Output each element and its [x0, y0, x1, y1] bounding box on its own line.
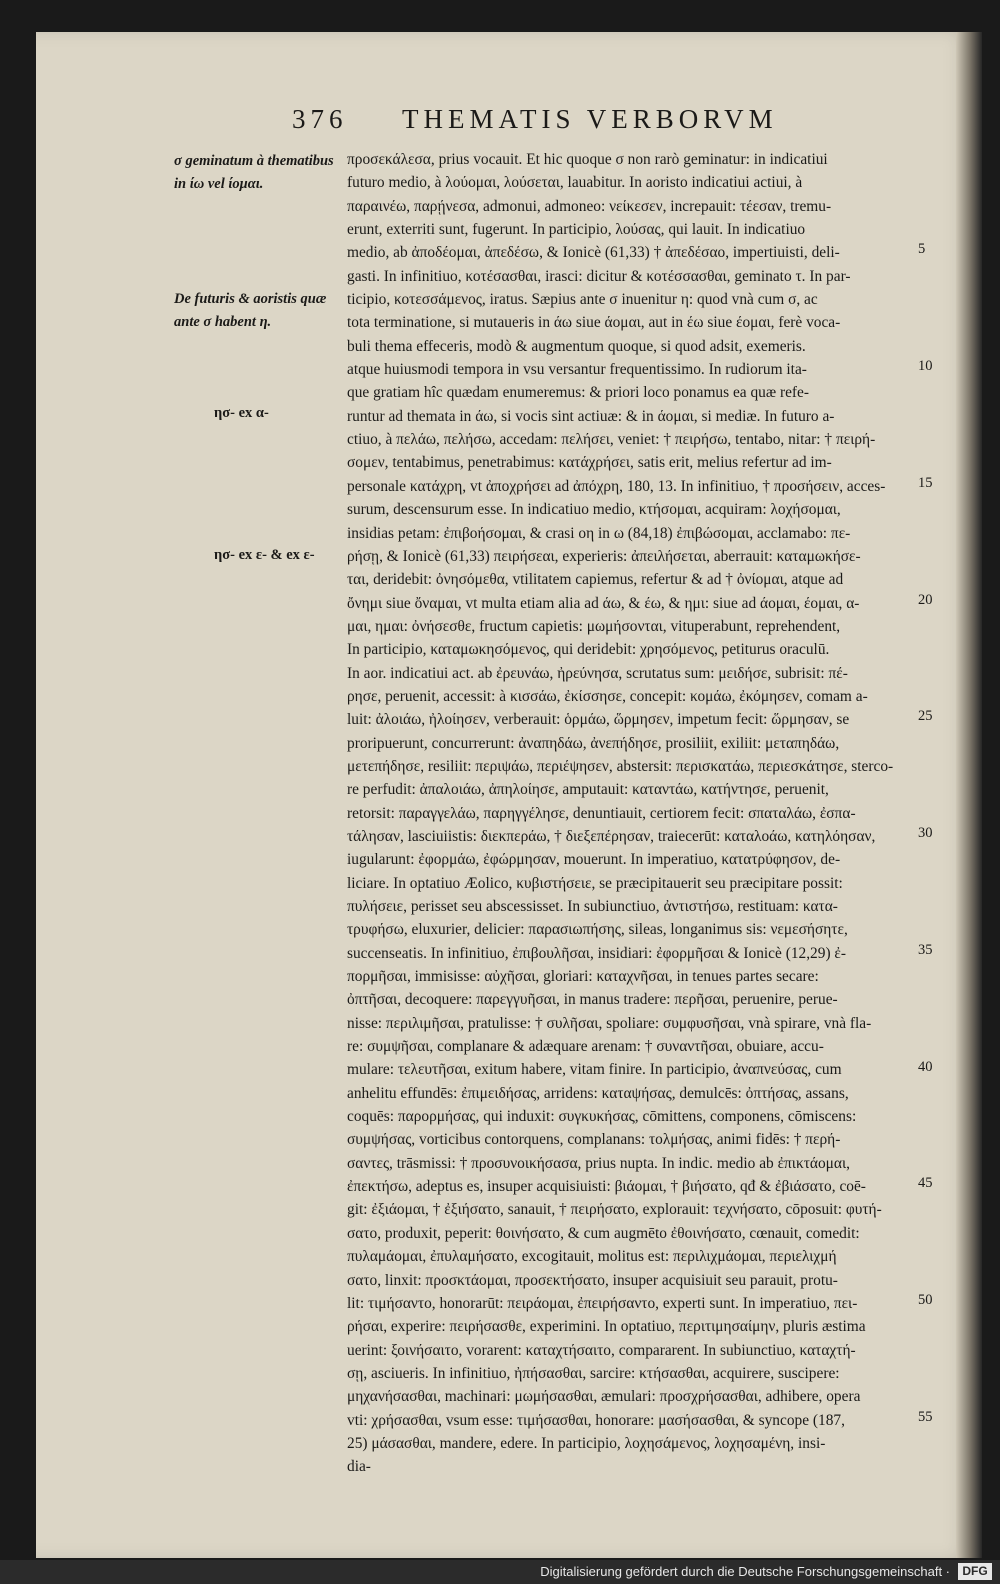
text-line: ticipio, κοτεσσάμενος, iratus. Sæpius ante σ inuenitur η: quod vnà cum σ, ac: [347, 291, 818, 309]
text-line: atque huiusmodi tempora in vsu versantur frequentissimo. In rudiorum ita-: [347, 361, 807, 379]
page-gutter-shadow: [956, 32, 982, 1558]
text-line: buli thema effeceris, modò & augmentum quoque, si quod adsit, exemeris.: [347, 337, 806, 355]
text-line: πορμῆσαι, immisisse: αὐχῆσαι, gloriari: καταχνῆσαι, in tenues partes secare:: [347, 968, 819, 986]
text-line: erunt, exterriti sunt, fugerunt. In participio, λούσας, qui lauit. In indicatiuo: [347, 221, 806, 239]
text-line: succenseatis. In infinitiuo, ἐπιβουλῆσαι, insidiari: ἐφορμῆσαι & Ionicè (12,29) ἐ-: [347, 944, 847, 962]
footer-bar: [0, 1560, 1000, 1584]
line-number: 55: [918, 1408, 933, 1425]
text-line: liciare. In optatiuo Æolico, κυβιστήσειε, se præcipitauerit seu præcipitare possit:: [347, 874, 843, 892]
margin-note: De futuris & aoristis quæ ante σ habent η.: [174, 291, 327, 330]
text-line: re perfudit: ἀπαλοιάω, ἀπηλοίησε, amputauit: καταντάω, κατήντησε, peruenit,: [347, 781, 829, 799]
page-header: [292, 104, 862, 144]
text-line: μαι, ημαι: ὀνήσεσθε, fructum capietis: μωμήσονται, vituperabunt, reprehendent,: [347, 617, 841, 635]
text-line: gasti. In infinitiuo, κοτέσασθαι, irasci: dicitur & κοτέσσασθαι, geminato τ. In par-: [347, 267, 851, 285]
text-line: re: συμψῆσαι, complanare & adæquare arenam: † συναντῆσαι, obuiare, accu-: [347, 1038, 824, 1056]
text-line: coquēs: παρορμήσας, qui induxit: συγκυκήσας, cōmittens, componens, cōmiscens:: [347, 1108, 857, 1126]
text-line: surum, descensurum esse. In indicatiuo medio, κτήσομαι, acquiram: λοχήσομαι,: [347, 501, 841, 519]
text-line: τρυφήσω, eluxurier, delicier: παρασιωπήσης, sileas, longanimus sis: νεμεσήσητε,: [347, 921, 848, 939]
text-line: σομεν, tentabimus, penetrabimus: κατάχρήσει, satis erit, melius refertur ad im-: [347, 454, 832, 472]
text-line: luit: ἀλοιάω, ἠλοίησεν, verberauit: ὁρμάω, ὥρμησεν, impetum fecit: ὥρμησαν, se: [347, 711, 850, 729]
text-line: anhelitu effundēs: ἐπιμειδήσας, arridens: καταψήσας, demulcēs: ὀπτήσας, assans,: [347, 1084, 849, 1102]
text-line: μετεπήδησε, resiliit: περιψάω, περιέψησεν, abstersit: περισκατάω, περιεσκάτησε, sterco-: [347, 757, 894, 775]
text-line: σατο, linxit: προσκτάομαι, προσεκτήσατο, insuper acquisiuit seu parauit, protu-: [347, 1271, 838, 1289]
text-line: ὀπτῆσαι, decoquere: παρεγγυῆσαι, in manus tradere: περῆσαι, peruenire, perue-: [347, 991, 838, 1009]
text-line: τάλησαν, lasciuiistis: διεκπεράω, † διεξεπέρησαν, traiecerūt: καταλοάω, κατηλόησαν,: [347, 827, 876, 845]
text-line: proripuerunt, concurrerunt: ἀναπηδάω, ἀνεπήδησε, prosiliit, exiliit: μεταπηδάω,: [347, 734, 840, 752]
margin-note: ησ- ex α-: [214, 405, 269, 421]
text-line: retorsit: παραγγελάω, παρηγγέλησε, denuntiauit, certiorem fecit: σπαταλάω, ἐσπα-: [347, 804, 856, 822]
text-line: mulare: τελευτῆσαι, exitum habere, vitam finire. In participio, ἀναπνεύσας, cum: [347, 1061, 842, 1079]
line-number: 5: [918, 241, 926, 258]
text-line: ρήσαι, experire: πειρήσασθε, experimini. In optatiuo, περιτιμησαίμην, pluris æstima: [347, 1318, 866, 1336]
text-line: ἐπεκτήσω, adeptus es, insuper acquisiuisti: βιάομαι, † βιήσατο, qđ & ἐβιάσατο, coē-: [347, 1178, 866, 1196]
text-line: σαντες, trāsmissi: † προσυνοικήσασα, prius nupta. In indic. medio ab ἐπικτάομαι,: [347, 1154, 850, 1172]
line-number: 35: [918, 941, 933, 958]
text-line: personale κατάχρη, vt ἀποχρήσει ad ἀπόχρη, 180, 13. In infinitiuo, † προσήσειν, acces-: [347, 477, 886, 495]
text-line: σατο, produxit, peperit: θοινήσατο, & cum augmēto ἐθοινήσατο, cœnauit, comedit:: [347, 1224, 860, 1242]
text-line: insidias petam: ἐπιβοήσομαι, & crasi οη in ω (84,18) ἐπιβώσομαι, acclamabo: πε-: [347, 524, 851, 542]
text-line: tota terminatione, si mutaueris in άω siue άομαι, aut in έω siue έομαι, ferè voca-: [347, 314, 841, 332]
text-line: que gratiam hîc quædam enumeremus: & priori loco ponamus ea quæ refe-: [347, 384, 810, 402]
text-line: σῃ, asciueris. In infinitiuo, ἠπήσασθαι, sarcire: κτήσασθαι, acquirere, suscipere:: [347, 1364, 840, 1382]
line-number: 50: [918, 1292, 933, 1309]
text-line: runtur ad themata in άω, si vocis sint actiuæ: & in άομαι, si mediæ. In futuro a-: [347, 407, 835, 425]
page-number: 376: [292, 104, 348, 134]
margin-note: ησ- ex ε- & ex ε-: [214, 547, 315, 563]
margin-note: σ geminatum à thematibus in ίω vel ίομαι.: [174, 153, 334, 192]
text-line: In aor. indicatiui act. ab ἐρευνάω, ἠρεύνησα, scrutatus sum: μειδήσε, subrisit: πέ-: [347, 664, 848, 682]
text-line: 25) μάσασθαι, mandere, edere. In participio, λοχησάμενος, λοχησαμένη, insi-: [347, 1434, 826, 1452]
text-line: uerint: ξοινήσαιτο, vorarent: καταχτήσαιτο, compararent. In subiunctiuo, καταχτή-: [347, 1341, 856, 1359]
text-line: git: ἐξιάομαι, † ἐξιήσατο, sanauit, † πειρήσατο, explorauit: τεχνήσατο, cōposuit: φυτή-: [347, 1201, 882, 1219]
text-line: iugularunt: ἐφορμάω, ἐφώρμησαν, mouerunt. In imperatiuo, κατατρύφησον, de-: [347, 851, 841, 869]
line-number: 10: [918, 358, 933, 375]
text-line: lit: τιμήσαντο, honorarūt: πειράομαι, ἐπειρήσαντο, experti sunt. In imperatiuo, πει-: [347, 1294, 858, 1312]
line-number: 30: [918, 825, 933, 842]
text-line: nisse: περιλιμῆσαι, pratulisse: † συλῆσαι, spoliare: συμφυσῆσαι, vnà spirare, vnà fla-: [347, 1014, 872, 1032]
line-number: 20: [918, 591, 933, 608]
text-line: ρήσῃ, & Ionicè (61,33) πειρήσεαι, experieris: ἀπειλήσεται, aberrauit: καταμωκήσε-: [347, 547, 861, 565]
main-text: [347, 148, 925, 1479]
text-line: ὄνημι siue ὄναμαι, vt multa etiam alia ad άω, & έω, & ημι: siue ad άομαι, έομαι, α-: [347, 594, 860, 612]
line-number: 25: [918, 708, 933, 725]
text-line: dia-: [347, 1458, 371, 1476]
running-title: THEMATIS VERBORVM: [402, 104, 778, 134]
line-number: 40: [918, 1058, 933, 1075]
text-line: ται, deridebit: ὀνησόμεθα, vtilitatem capiemus, refertur & ad † ὀνίομαι, atque ad: [347, 571, 844, 589]
dfg-logo: DFG: [958, 1563, 992, 1580]
footer-credit: Digitalisierung gefördert durch die Deutsche Forschungsgemeinschaft ·: [540, 1564, 950, 1579]
text-line: πυλαμάομαι, ἐπυλαμήσατο, excogitauit, molitus est: περιλιχμάομαι, περιελιχμή: [347, 1248, 837, 1266]
text-line: παραινέω, παρῄνεσα, admonui, admoneo: νείκεσεν, increpauit: τέεσαν, tremu-: [347, 197, 832, 215]
text-line: vti: χρήσασθαι, vsum esse: τιμήσασθαι, honorare: μασήσασθαι, & syncope (187,: [347, 1411, 845, 1429]
text-line: futuro medio, à λούομαι, λούσεται, lauabitur. In aoristo indicatiui actiui, à: [347, 174, 803, 192]
text-line: ρησε, peruenit, accessit: à κισσάω, ἐκίσσησε, concepit: κομάω, ἐκόμησεν, comam a-: [347, 687, 868, 705]
line-number: 45: [918, 1175, 933, 1192]
text-line: συμψήσας, vorticibus contorquens, complanans: τολμήσας, animi fidēs: † περή-: [347, 1131, 841, 1149]
text-line: In participio, καταμωκησόμενος, qui deridebit: χρησόμενος, petiturus oraculū.: [347, 641, 830, 659]
line-number: 15: [918, 474, 933, 491]
text-line: πυλήσειε, perisset seu abscessisset. In subiunctiuo, ἀντιστήσω, restituam: κατα-: [347, 898, 838, 915]
text-line: μηχανήσασθαι, machinari: μωμήσασθαι, æmulari: προσχρήσασθαι, adhibere, opera: [347, 1388, 861, 1406]
text-line: προσεκάλεσα, prius vocauit. Et hic quoque σ non rarò geminatur: in indicatiui: [347, 151, 828, 168]
text-line: ctiuo, à πελάω, πελήσω, accedam: πελήσει, veniet: † πειρήσω, tentabo, nitar: † πειρή-: [347, 431, 876, 449]
text-line: medio, ab ἀποδέομαι, ἀπεδέσω, & Ionicè (61,33) † ἀπεδέσαο, impertiuisti, deli-: [347, 244, 840, 262]
